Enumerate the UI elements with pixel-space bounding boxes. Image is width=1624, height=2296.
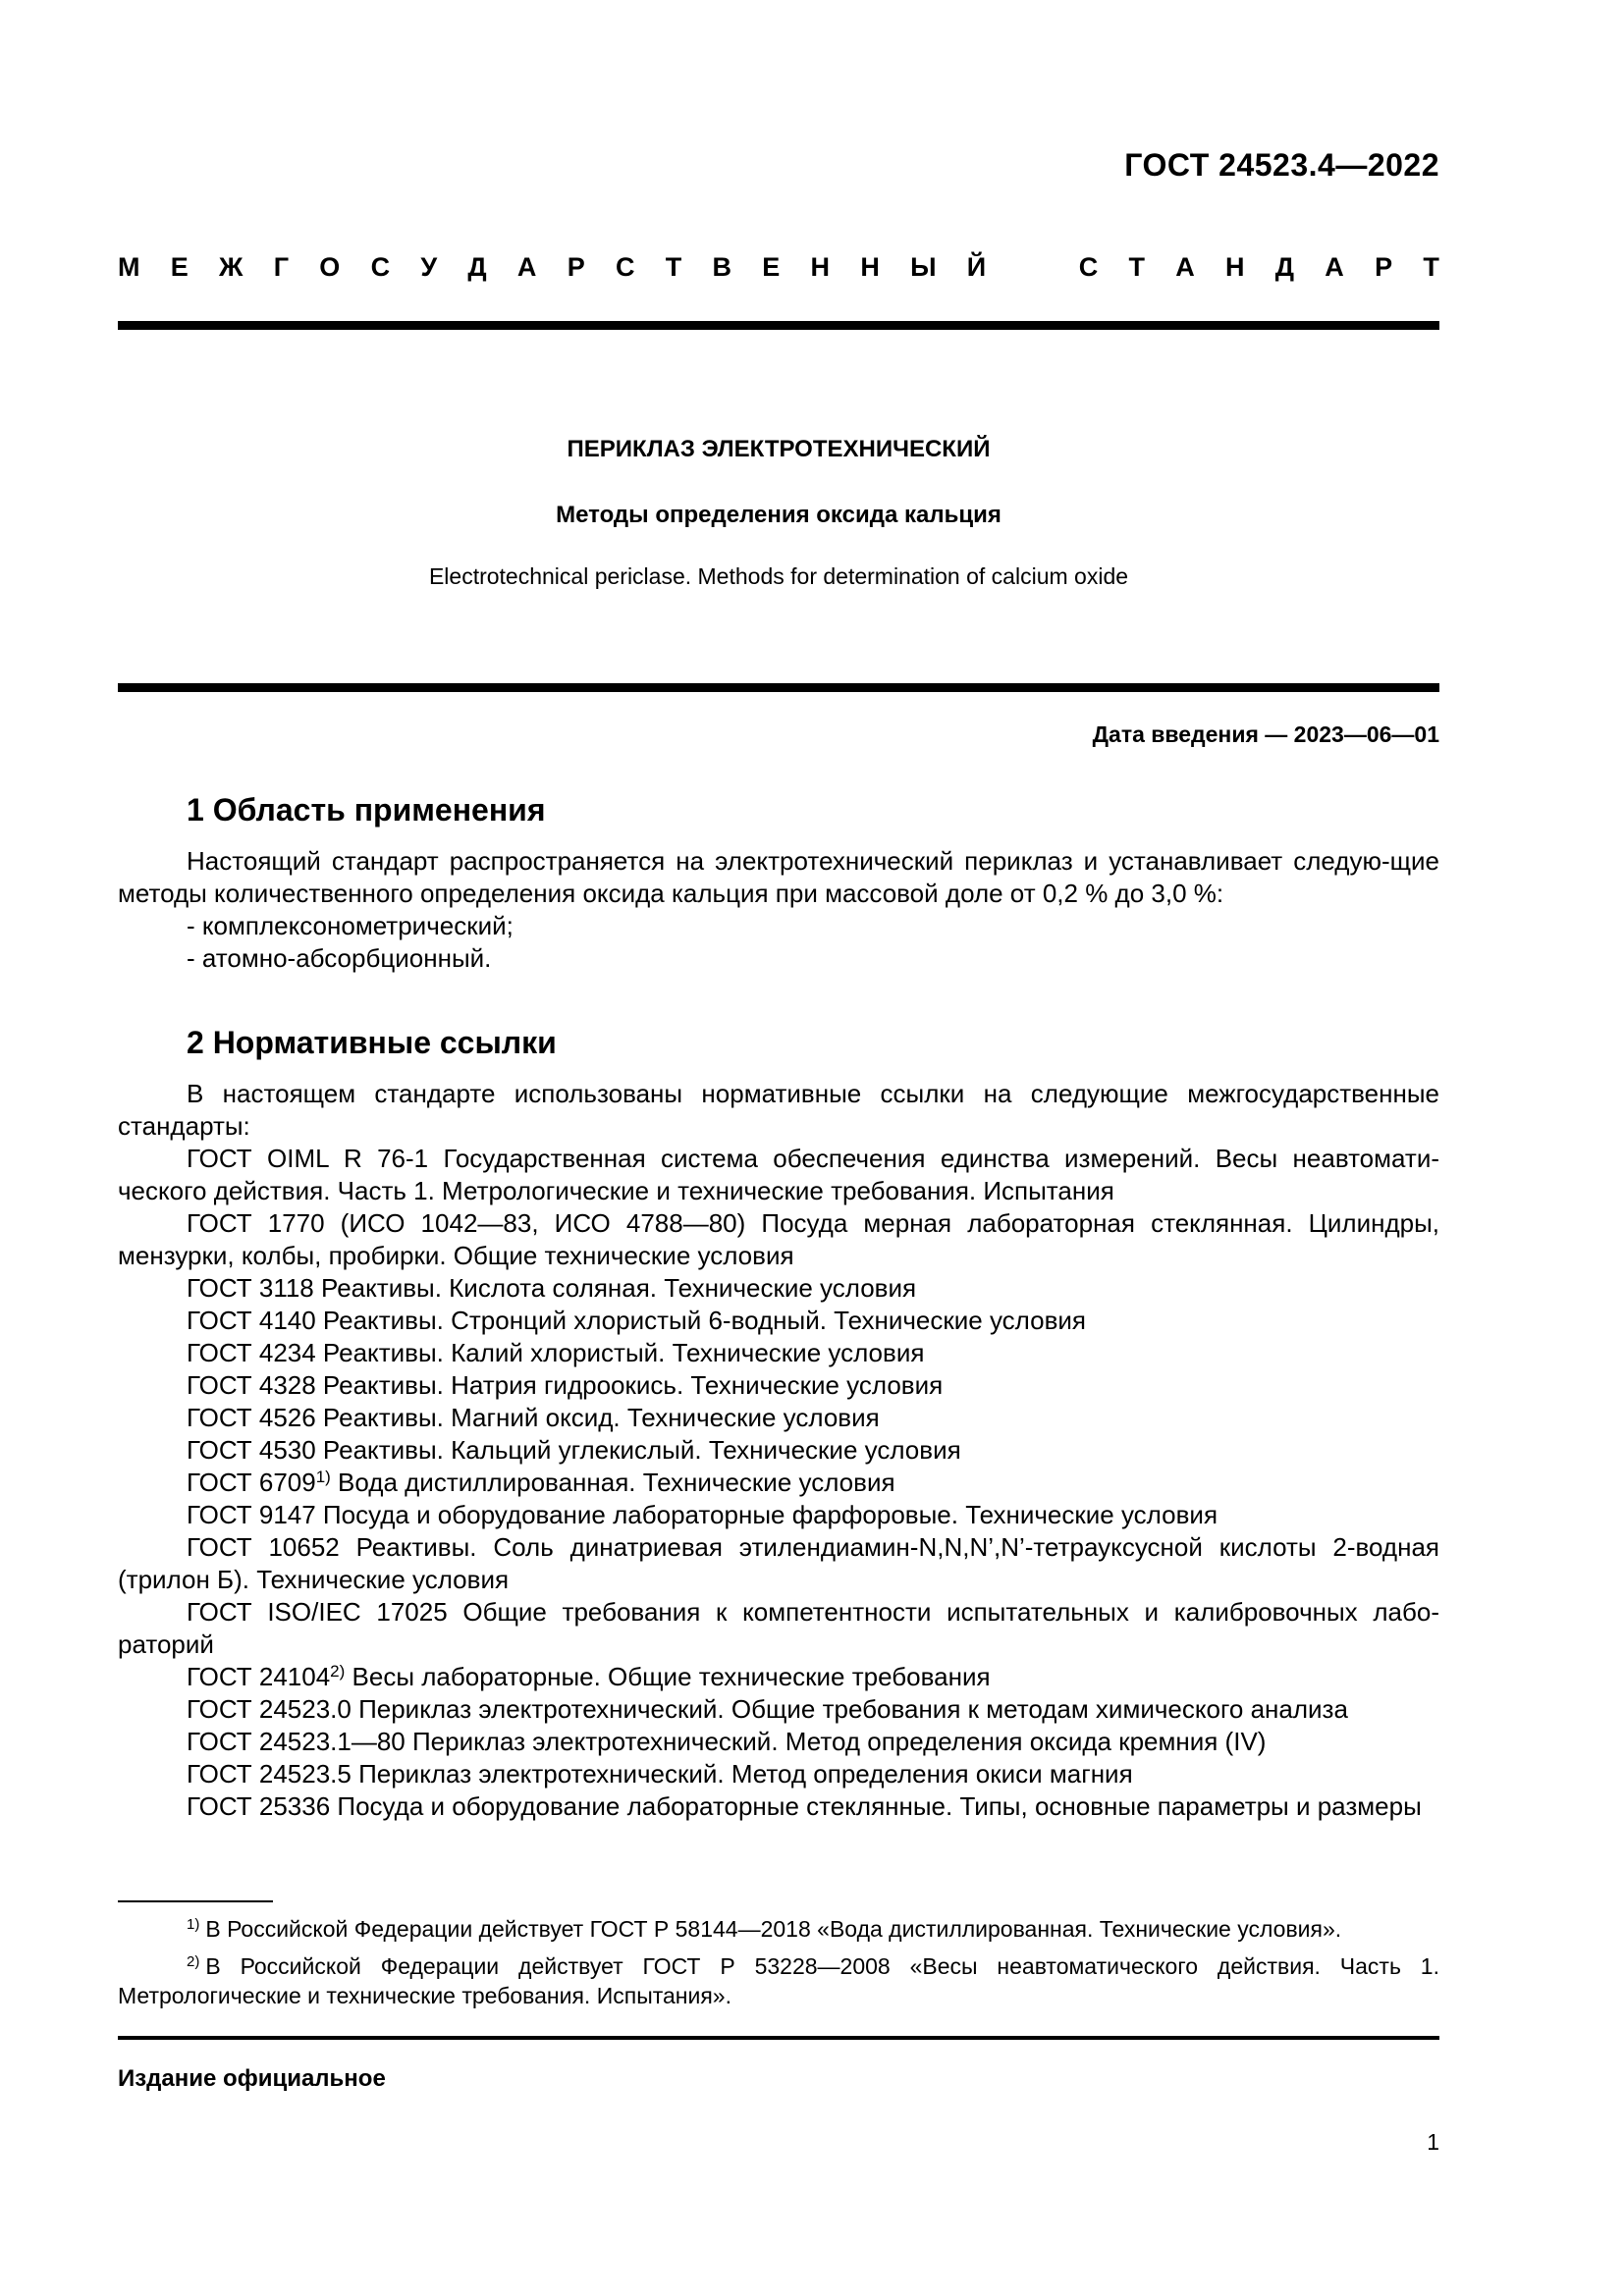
reference-code: ГОСТ 24104 — [187, 1662, 331, 1691]
footnote-rule — [118, 1900, 273, 1902]
reference-item: ГОСТ 3118 Реактивы. Кислота соляная. Технические условия — [187, 1273, 917, 1303]
section-normative-references — [118, 1023, 1439, 1823]
reference-item: ГОСТ 4530 Реактивы. Кальций углекислый. Технические условия — [187, 1435, 961, 1465]
reference-item: ГОСТ ISO/IEC 17025 Общие требования к компетентности испытательных и калибровочных лабо-раторий — [118, 1597, 1439, 1659]
document-title: ПЕРИКЛАЗ ЭЛЕКТРОТЕХНИЧЕСКИЙ — [567, 436, 991, 462]
footnote-mark: 1) — [315, 1468, 331, 1486]
reference-item: ГОСТ 25336 Посуда и оборудование лабораторные стеклянные. Типы, основные параметры и размеры — [187, 1791, 1422, 1821]
reference-item: ГОСТ 4140 Реактивы. Стронций хлористый 6-водный. Технические условия — [187, 1306, 1087, 1335]
reference-item: ГОСТ 24523.5 Периклаз электротехнический. Метод определения окиси магния — [187, 1759, 1133, 1789]
reference-item: ГОСТ 4526 Реактивы. Магний оксид. Технические условия — [187, 1403, 880, 1432]
section-scope — [118, 790, 1439, 975]
document-subtitle: Методы определения оксида кальция — [556, 502, 1001, 528]
section-heading: 2 Нормативные ссылки — [187, 1025, 557, 1060]
reference-item: ГОСТ 4328 Реактивы. Натрия гидроокись. Технические условия — [187, 1370, 944, 1400]
reference-item: ГОСТ OIML R 76-1 Государственная система обеспечения единства измерений. Весы неавтомати-ческого действия. Часть 1. Метрологические и технические требования. Испытания — [118, 1144, 1439, 1205]
section-heading: 1 Область применения — [187, 792, 546, 828]
footnote-mark: 2) — [330, 1662, 346, 1681]
document-title-english: Electrotechnical periclase. Methods for determination of calcium oxide — [428, 563, 1129, 589]
gost-number: ГОСТ 24523.4—2022 — [1124, 147, 1439, 183]
reference-code: ГОСТ 6709 — [187, 1468, 316, 1497]
footnote-mark: 1) — [187, 1916, 200, 1933]
reference-item: ГОСТ 10652 Реактивы. Соль динатриевая этилендиамин-N,N,N’,N’-тетрауксусной кислоты 2-водная (трилон Б). Технические условия — [118, 1532, 1439, 1594]
footnote-text: В Российской Федерации действует ГОСТ Р 58144—2018 «Вода дистиллированная. Технические условия». — [205, 1916, 1342, 1942]
paragraph: В настоящем стандарте использованы нормативные ссылки на следующие межгосударственные стандарты: — [118, 1079, 1439, 1141]
reference-item: ГОСТ 24523.1—80 Периклаз электротехнический. Метод определения оксида кремния (IV) — [187, 1727, 1267, 1756]
intro-date: Дата введения — 2023—06—01 — [1092, 721, 1439, 747]
reference-item — [118, 1467, 1439, 1499]
reference-item: ГОСТ 24523.0 Периклаз электротехнический. Общие требования к методам химического анализа — [187, 1694, 1348, 1724]
title-rule — [118, 683, 1439, 692]
footnote-text: В Российской Федерации действует ГОСТ Р 53228—2008 «Весы неавтоматического действия. Часть 1. Метрологические и технические требования. Испытания». — [118, 1953, 1439, 2008]
reference-item: ГОСТ 4234 Реактивы. Калий хлористый. Технические условия — [187, 1338, 925, 1367]
footnote — [118, 1914, 1439, 1944]
paragraph: Настоящий стандарт распространяется на электротехнический периклаз и устанавливает следую-щие методы количественного определения оксида кальция при массовой доле от 0,2 % до 3,0 %: — [118, 846, 1439, 908]
reference-title: Вода дистиллированная. Технические условия — [330, 1468, 895, 1497]
official-edition-label: Издание официальное — [118, 2065, 386, 2092]
reference-item — [118, 1661, 1439, 1693]
footnote — [118, 1951, 1439, 2010]
footnotes — [118, 1914, 1439, 2018]
page-number: 1 — [1427, 2129, 1439, 2155]
standard-type-heading: М Е Ж Г О С У Д А Р С Т В Е Н Н Ы Й С Т А Н Д А Р Т — [118, 252, 1439, 282]
reference-item: ГОСТ 9147 Посуда и оборудование лабораторные фарфоровые. Технические условия — [187, 1500, 1218, 1529]
header-rule — [118, 321, 1439, 330]
footer-rule — [118, 2036, 1439, 2040]
reference-item: ГОСТ 1770 (ИСО 1042—83, ИСО 4788—80) Посуда мерная лабораторная стеклянная. Цилиндры, мензурки, колбы, пробирки. Общие технические условия — [118, 1208, 1439, 1270]
reference-list — [118, 1143, 1439, 1823]
footnote-mark: 2) — [187, 1953, 200, 1970]
list-item: - атомно-абсорбционный. — [187, 943, 492, 973]
reference-title: Весы лабораторные. Общие технические требования — [345, 1662, 991, 1691]
list-item: - комплексонометрический; — [187, 911, 514, 940]
